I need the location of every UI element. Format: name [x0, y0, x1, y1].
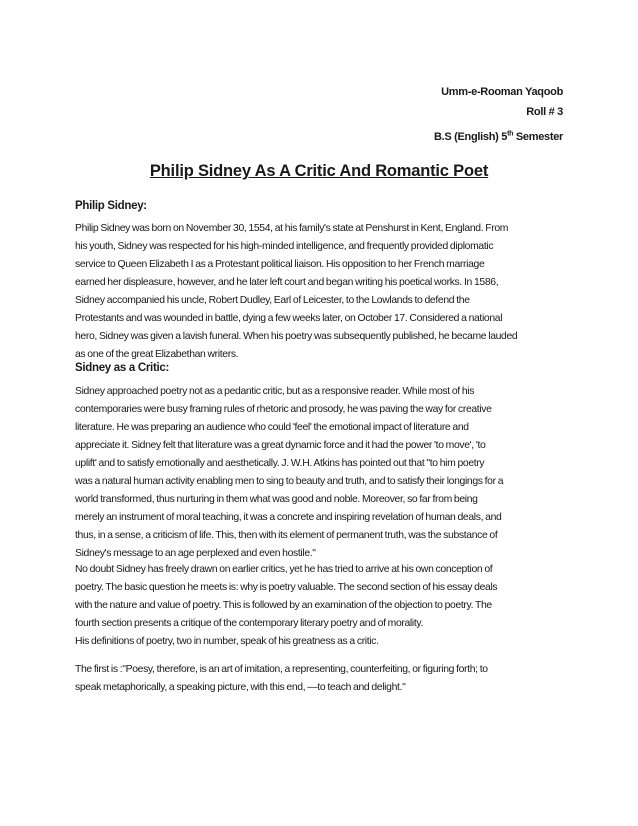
text-line: No doubt Sidney has freely drawn on earlier critics, yet he has tried to arrive at his own conception of	[75, 564, 493, 575]
text-line: Sidney accompanied his uncle, Robert Dudley, Earl of Leicester, to the Lowlands to defend the	[75, 295, 470, 306]
text-line: speak metaphorically, a speaking picture, with this end, —to teach and delight."	[75, 682, 406, 693]
text-line: Sidney approached poetry not as a pedantic critic, but as a responsive reader. While most of his	[75, 386, 475, 397]
text-line: uplift' and to satisfy emotionally and aesthetically. J. W.H. Atkins has pointed out that "to him poetry	[75, 458, 485, 469]
text-line: contemporaries were busy framing rules of rhetoric and prosody, he was paving the way for creative	[75, 404, 492, 415]
text-line: world transformed, thus nurturing in them what was good and noble. Moreover, so far from being	[75, 494, 478, 505]
text-line: merely an instrument of moral teaching, it was a concrete and inspiring revelation of human deals, and	[75, 512, 502, 523]
text-line: literature. He was preparing an audience who could 'feel' the emotional impact of literature and	[75, 422, 469, 433]
text-line: appreciate it. Sidney felt that literature was a great dynamic force and it had the power 'to move', 'to	[75, 440, 486, 451]
text-line: earned her displeasure, however, and he later left court and began writing his poetical works. In 1586,	[75, 277, 499, 288]
course-suffix: Semester	[513, 131, 563, 143]
paragraph-critic-approach	[75, 383, 567, 563]
roll-number: Roll # 3	[526, 106, 563, 118]
text-line: Protestants and was wounded in battle, dying a few weeks later, on October 17. Considered a national	[75, 313, 503, 324]
course-prefix: B.S (English) 5	[433, 131, 508, 143]
text-line: poetry. The basic question he meets is: why is poetry valuable. The second section of his essay deals	[75, 582, 498, 593]
author-name: Umm-e-Rooman Yaqoob	[441, 86, 563, 98]
section-heading-sidney-as-critic: Sidney as a Critic:	[75, 362, 170, 374]
text-line: his youth, Sidney was respected for his high-minded intelligence, and frequently provided diplomatic	[75, 241, 494, 252]
paragraph-definitions	[75, 633, 567, 651]
text-line: The first is :"Poesy, therefore, is an art of imitation, a representing, counterfeiting, or figuring forth; to	[75, 664, 488, 675]
section-heading-philip-sidney: Philip Sidney:	[75, 200, 147, 212]
text-line: was a natural human activity enabling men to sing to beauty and truth, and to satisfy their longings for a	[75, 476, 504, 487]
course-superscript: th	[507, 130, 514, 138]
text-line: with the nature and value of poetry. This is followed by an examination of the objection to poetry. The	[75, 600, 492, 611]
text-line: fourth section presents a critique of the contemporary literary poetry and of morality.	[75, 618, 423, 629]
text-line: Philip Sidney was born on November 30, 1554, at his family's state at Penshurst in Kent, England. From	[75, 223, 509, 234]
paragraph-conception-of-poetry	[75, 561, 567, 633]
text-line: His definitions of poetry, two in number, speak of his greatness as a critic.	[75, 636, 379, 647]
text-line: thus, in a sense, a criticism of life. This, then with its element of permanent truth, was the substance of	[75, 530, 498, 541]
text-line: as one of the great Elizabethan writers.	[75, 349, 239, 360]
paragraph-first-definition	[75, 661, 567, 697]
document-title: Philip Sidney As A Critic And Romantic Poet	[149, 162, 489, 180]
text-line: Sidney's message to an age perplexed and even hostile."	[75, 548, 316, 559]
paragraph-biography	[75, 220, 567, 364]
text-line: service to Queen Elizabeth I as a Protestant political liaison. His opposition to her French marriage	[75, 259, 485, 270]
course-semester	[434, 131, 563, 143]
text-line: hero, Sidney was given a lavish funeral. When his poetry was subsequently published, he became lauded	[75, 331, 518, 342]
